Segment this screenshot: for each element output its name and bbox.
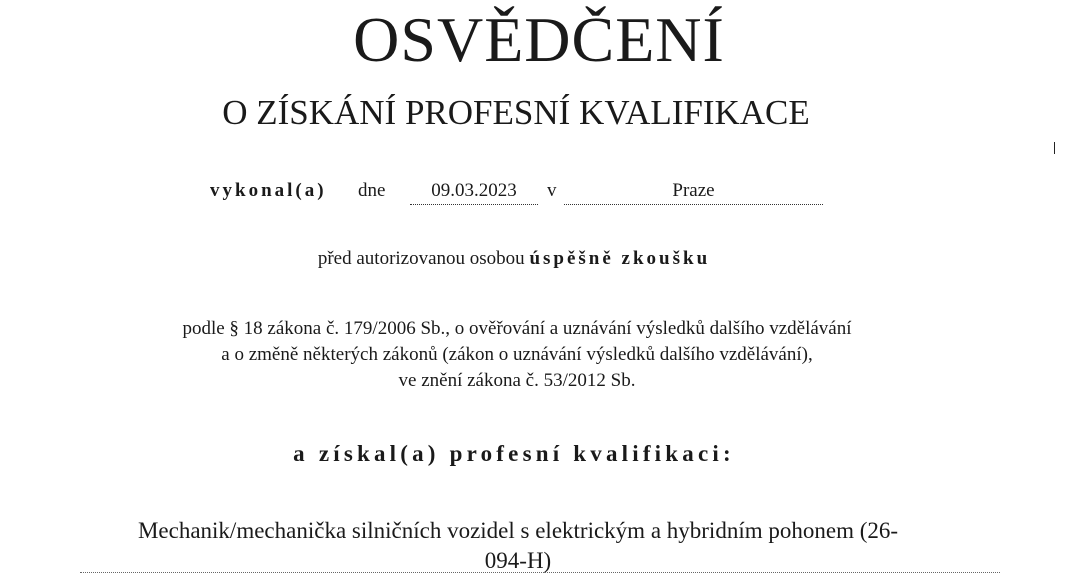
place-field: [564, 176, 823, 205]
place-value: Praze: [672, 180, 715, 201]
certificate-subtitle: O ZÍSKÁNÍ PROFESNÍ KVALIFIKACE: [222, 93, 810, 132]
qualification-name: [0, 516, 1058, 576]
law-reference: [0, 316, 1057, 394]
date-field: [410, 176, 538, 205]
qualification-line: Mechanik/mechanička silničních vozidel s elektrickým a hybridním pohonem (26-: [137, 518, 899, 543]
qualification-line: 094-H): [484, 548, 552, 573]
law-line: podle § 18 zákona č. 179/2006 Sb., o ověřování a uznávání výsledků dalšího vzdělávání: [182, 318, 852, 339]
acquired-qualification-heading: a získal(a) profesní kvalifikaci:: [293, 441, 735, 466]
bottom-dotted-rule: [80, 572, 1000, 573]
exam-date-place-row: [0, 176, 1080, 210]
edge-mark: [1054, 142, 1055, 154]
performed-label: vykonal(a): [210, 180, 327, 201]
place-label: v: [547, 180, 557, 201]
exam-text: úspěšně zkoušku: [529, 248, 711, 269]
law-line: ve znění zákona č. 53/2012 Sb.: [398, 370, 636, 391]
law-line: a o změně některých zákonů (zákon o uznávání výsledků dalšího vzdělávání),: [221, 344, 813, 365]
before-text: před autorizovanou osobou: [317, 248, 525, 269]
date-label: dne: [358, 180, 386, 201]
certificate-title: OSVĚDČENÍ: [353, 4, 725, 75]
authorized-person-line: [0, 244, 1054, 274]
date-value: 09.03.2023: [431, 180, 517, 201]
